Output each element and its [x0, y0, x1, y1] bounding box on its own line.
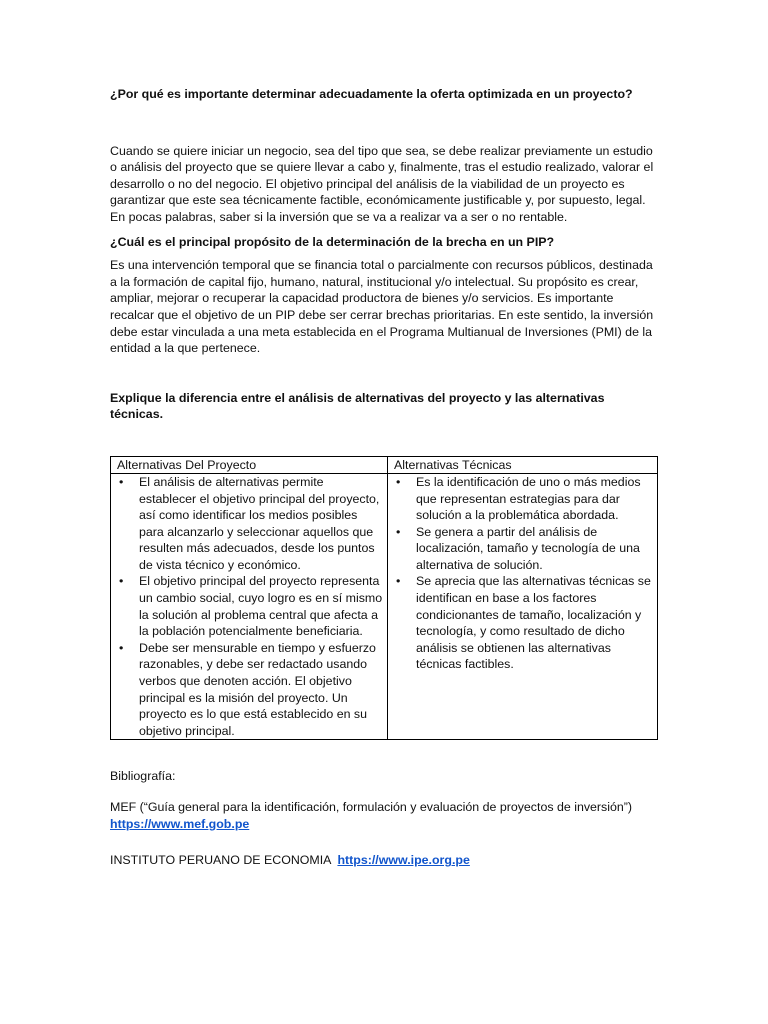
question-2: ¿Cuál es el principal propósito de la determinación de la brecha en un PIP? [110, 234, 555, 249]
bibliography-entry-text: MEF (“Guía general para la identificación, formulación y evaluación de proyectos de inversión”) [110, 800, 633, 814]
bibliography-entry-ipe [110, 852, 658, 869]
cell-alternativas-proyecto [111, 473, 388, 740]
list-item: • El objetivo principal del proyecto representa un cambio social, cuyo logro es en sí mismo la solución al problema central que afecta a la población potencialmente beneficiaria. [115, 573, 383, 639]
answer-2: Es una intervención temporal que se financia total o parcialmente con recursos públicos, destinada a la formación de capital fijo, humano, natural, institucional y/o intelectual. Su propósito es crear, ampliar, mejorar o recuperar la capacidad productora de bienes y/o servicios. Es importante recalcar que el objetivo de un PIP debe ser cerrar brechas prioritarias. En este sentido, la inversión debe estar vinculada a una meta establecida en el Programa Multianual de Inversiones (PMI) de la entidad a la que pertenece. [110, 258, 654, 356]
answer-1: Cuando se quiere iniciar un negocio, sea del tipo que sea, se debe realizar previamente un estudio o análisis del proyecto que se quiere llevar a cabo y, finalmente, tras el estudio realizado, valorar el desarrollo o no del negocio. El objetivo principal del análisis de la viabilidad de un proyecto es garantizar que este sea técnicamente factible, económicamente justificable y, por supuesto, legal. En pocas palabras, saber si la inversión que se va a realizar va a ser o no rentable. [110, 143, 654, 224]
mef-link[interactable]: https://www.mef.gob.pe [110, 816, 250, 831]
question-1: ¿Por qué es importante determinar adecuadamente la oferta optimizada en un proyecto? [110, 87, 633, 101]
bibliography-entry-text: INSTITUTO PERUANO DE ECONOMIA [110, 853, 332, 868]
list-item: • Se genera a partir del análisis de localización, tamaño y tecnología de una alternativa de solución. [392, 524, 653, 574]
ipe-link[interactable]: https://www.ipe.org.pe [337, 853, 470, 868]
bibliography-title: Bibliografía: [110, 769, 176, 784]
header-alternativas-proyecto: Alternativas Del Proyecto [111, 456, 388, 473]
table-header-row [111, 456, 658, 473]
list-item: • Debe ser mensurable en tiempo y esfuerzo razonables, y debe ser redactado usando verbos que denoten acción. El objetivo principal es la misión del proyecto. Un proyecto es lo que está establecido en su objetivo principal. [115, 640, 383, 740]
list-item: • El análisis de alternativas permite establecer el objetivo principal del proyecto, así como identificar los medios posibles para alcanzarlo y seleccionar aquellos que resulten más adecuados, desde los puntos de vista técnico y económico. [115, 474, 383, 574]
document-page [110, 86, 658, 869]
bullet-list [392, 474, 653, 673]
question-3: Explique la diferencia entre el análisis de alternativas del proyecto y las alternativas técnicas. [110, 390, 605, 422]
list-item: • Es la identificación de uno o más medios que representan estrategias para dar solución a la problemática abordada. [392, 474, 653, 524]
bibliography-entry-mef [110, 799, 658, 832]
table-row [111, 473, 658, 740]
alternatives-table [110, 456, 658, 741]
header-alternativas-tecnicas: Alternativas Técnicas [388, 456, 658, 473]
list-item: • Se aprecia que las alternativas técnicas se identifican en base a los factores condicionantes de tamaño, localización y tecnología, y como resultado de dicho análisis se obtienen las alternativas técnicas factibles. [392, 573, 653, 673]
bullet-list [115, 474, 383, 740]
cell-alternativas-tecnicas [388, 473, 658, 740]
